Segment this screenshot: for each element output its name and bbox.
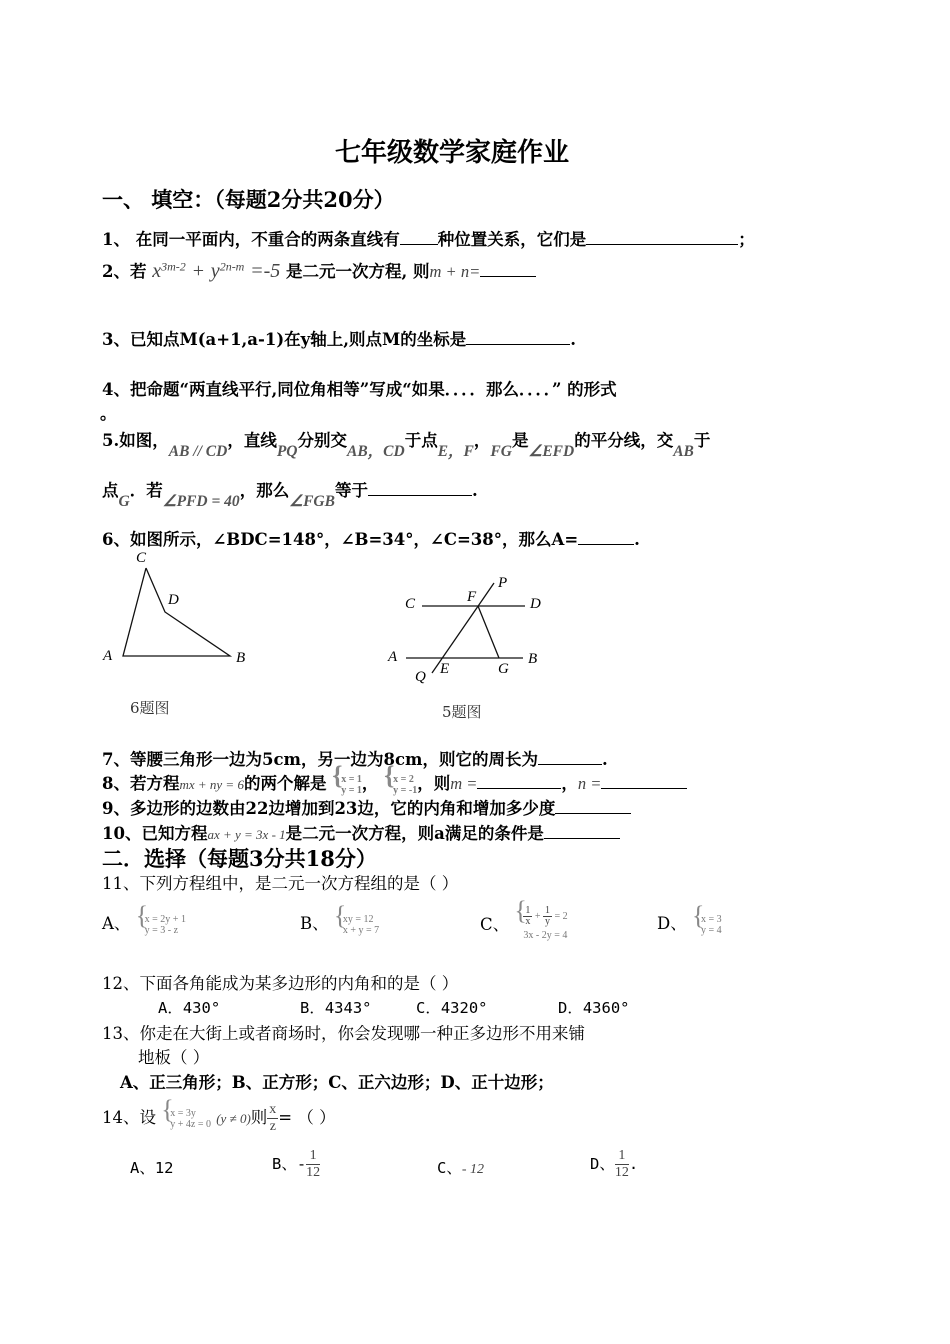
label-a: A [103, 648, 113, 664]
option-a[interactable]: A、 { x = 2y + 1 y = 3 - z [102, 910, 186, 936]
line-pq [432, 583, 494, 673]
question-2: 2、若 $x^{3m-2} + y^{2n-m} =-5$ 是二元一次方程, 则m + n= [102, 258, 536, 283]
answer-blank[interactable] [555, 799, 631, 814]
figure-5-caption: 5题图 [442, 703, 482, 721]
question-10: 10、已知方程ax + y = 3x - 1是二元一次方程，则a满足的条件是 [102, 820, 620, 844]
label-b: B [236, 650, 246, 666]
answer-blank[interactable] [578, 530, 634, 545]
question-9: 9、多边形的边数由22边增加到23边，它的内角和增加多少度 [102, 795, 631, 819]
figure-6-quadrilateral [123, 568, 230, 656]
figure-6 [95, 540, 265, 680]
label-g: G [498, 661, 509, 677]
answer-blank[interactable] [538, 750, 602, 765]
solution-2: { x = 2 y = -1 [384, 774, 417, 796]
answer-blank[interactable] [586, 230, 738, 245]
figure-6-caption: 6题图 [130, 699, 170, 717]
label-e: E [440, 661, 450, 677]
line-fg [478, 606, 499, 658]
option-c[interactable]: C、- 12 [437, 1159, 485, 1177]
label-a: A [388, 649, 398, 665]
answer-blank[interactable] [544, 824, 620, 839]
figure-5 [380, 565, 560, 695]
question-7: 7、等腰三角形一边为5cm，另一边为8cm，则它的周长为 . [102, 750, 608, 769]
question-3: 3、已知点M(a+1,a-1)在y轴上,则点M的坐标是 . [102, 330, 576, 349]
question-12: 12、下面各角能成为某多边形的内角和的是（ ） [102, 974, 459, 993]
option-b[interactable]: B、 { xy = 12 x + y = 7 [300, 910, 379, 936]
question-13-cont: 地板（ ） [138, 1048, 210, 1067]
option-d[interactable]: D．4360° [558, 999, 630, 1017]
label-c: C [405, 596, 416, 612]
answer-blank[interactable] [477, 774, 561, 789]
question-4-end: 。 [100, 404, 117, 423]
solution-1: { x = 1 y = 1 [332, 774, 362, 796]
label-f: F [467, 589, 477, 605]
answer-blank[interactable] [466, 330, 570, 345]
question-6: 6、如图所示，∠BDC=148°，∠B=34°，∠C=38°，那么A= . [102, 530, 640, 549]
section-heading-fill-blank: 一、 填空：（每题2分共20分） [102, 187, 395, 212]
answer-blank[interactable] [368, 481, 472, 496]
option-d[interactable]: D、 $\frac{1}{12}$ . [590, 1148, 639, 1180]
question-8: 8、若方程mx + ny = 6的两个解是 { x = 1 y = 1， { x = 2 y = -1，则m = ，n = [102, 770, 687, 796]
page-title: 七年级数学家庭作业 [335, 138, 570, 168]
label-p: P [498, 575, 508, 591]
option-a[interactable]: A．430° [158, 999, 221, 1017]
question-13-options: A、正三角形；B、正方形；C、正六边形；D、正十边形； [120, 1073, 554, 1092]
label-d: D [530, 596, 541, 612]
question-5-cont: 点G．若∠PFD = 40，那么∠FGB等于 . [102, 481, 478, 510]
answer-blank[interactable] [400, 230, 438, 245]
answer-blank[interactable] [480, 262, 536, 277]
section-heading-choice: 二．选择（每题3分共18分） [102, 846, 377, 871]
question-5: 5.如图，AB // CD，直线PQ分别交AB，CD于点E，F，FG是∠EFD的平分线，交AB于 [102, 431, 711, 460]
option-c[interactable]: C．4320° [416, 999, 488, 1017]
option-a[interactable]: A、12 [130, 1159, 174, 1177]
answer-blank[interactable] [601, 774, 687, 789]
option-b[interactable]: B．4343° [300, 999, 372, 1017]
option-b[interactable]: B、- $\frac{1}{12}$ [272, 1148, 321, 1180]
option-d[interactable]: D、 { x = 3 y = 4 [657, 910, 722, 936]
label-c: C [136, 550, 147, 566]
label-q: Q [415, 669, 426, 685]
label-d: D [168, 592, 179, 608]
question-13: 13、你走在大街上或者商场时，你会发现哪一种正多边形不用来铺 [102, 1024, 585, 1043]
question-4: 4、把命题“两直线平行,同位角相等”写成“如果．．．．那么．．．．” 的形式 [102, 380, 617, 399]
question-11: 11、下列方程组中，是二元一次方程组的是（ ） [102, 874, 459, 893]
option-c[interactable]: C、 { $\frac{1}{x}$ + $\frac{1}{y}$ = 2 3x - 2y = 4 [480, 906, 568, 945]
question-1: 1、 在同一平面内，不重合的两条直线有 种位置关系，它们是 ； [102, 230, 755, 249]
question-14: 14、设 { x = 3y y + 4z = 0 (y ≠ 0)则 $\frac{x}{z}$ = （ ） [102, 1102, 336, 1135]
label-b: B [528, 651, 538, 667]
